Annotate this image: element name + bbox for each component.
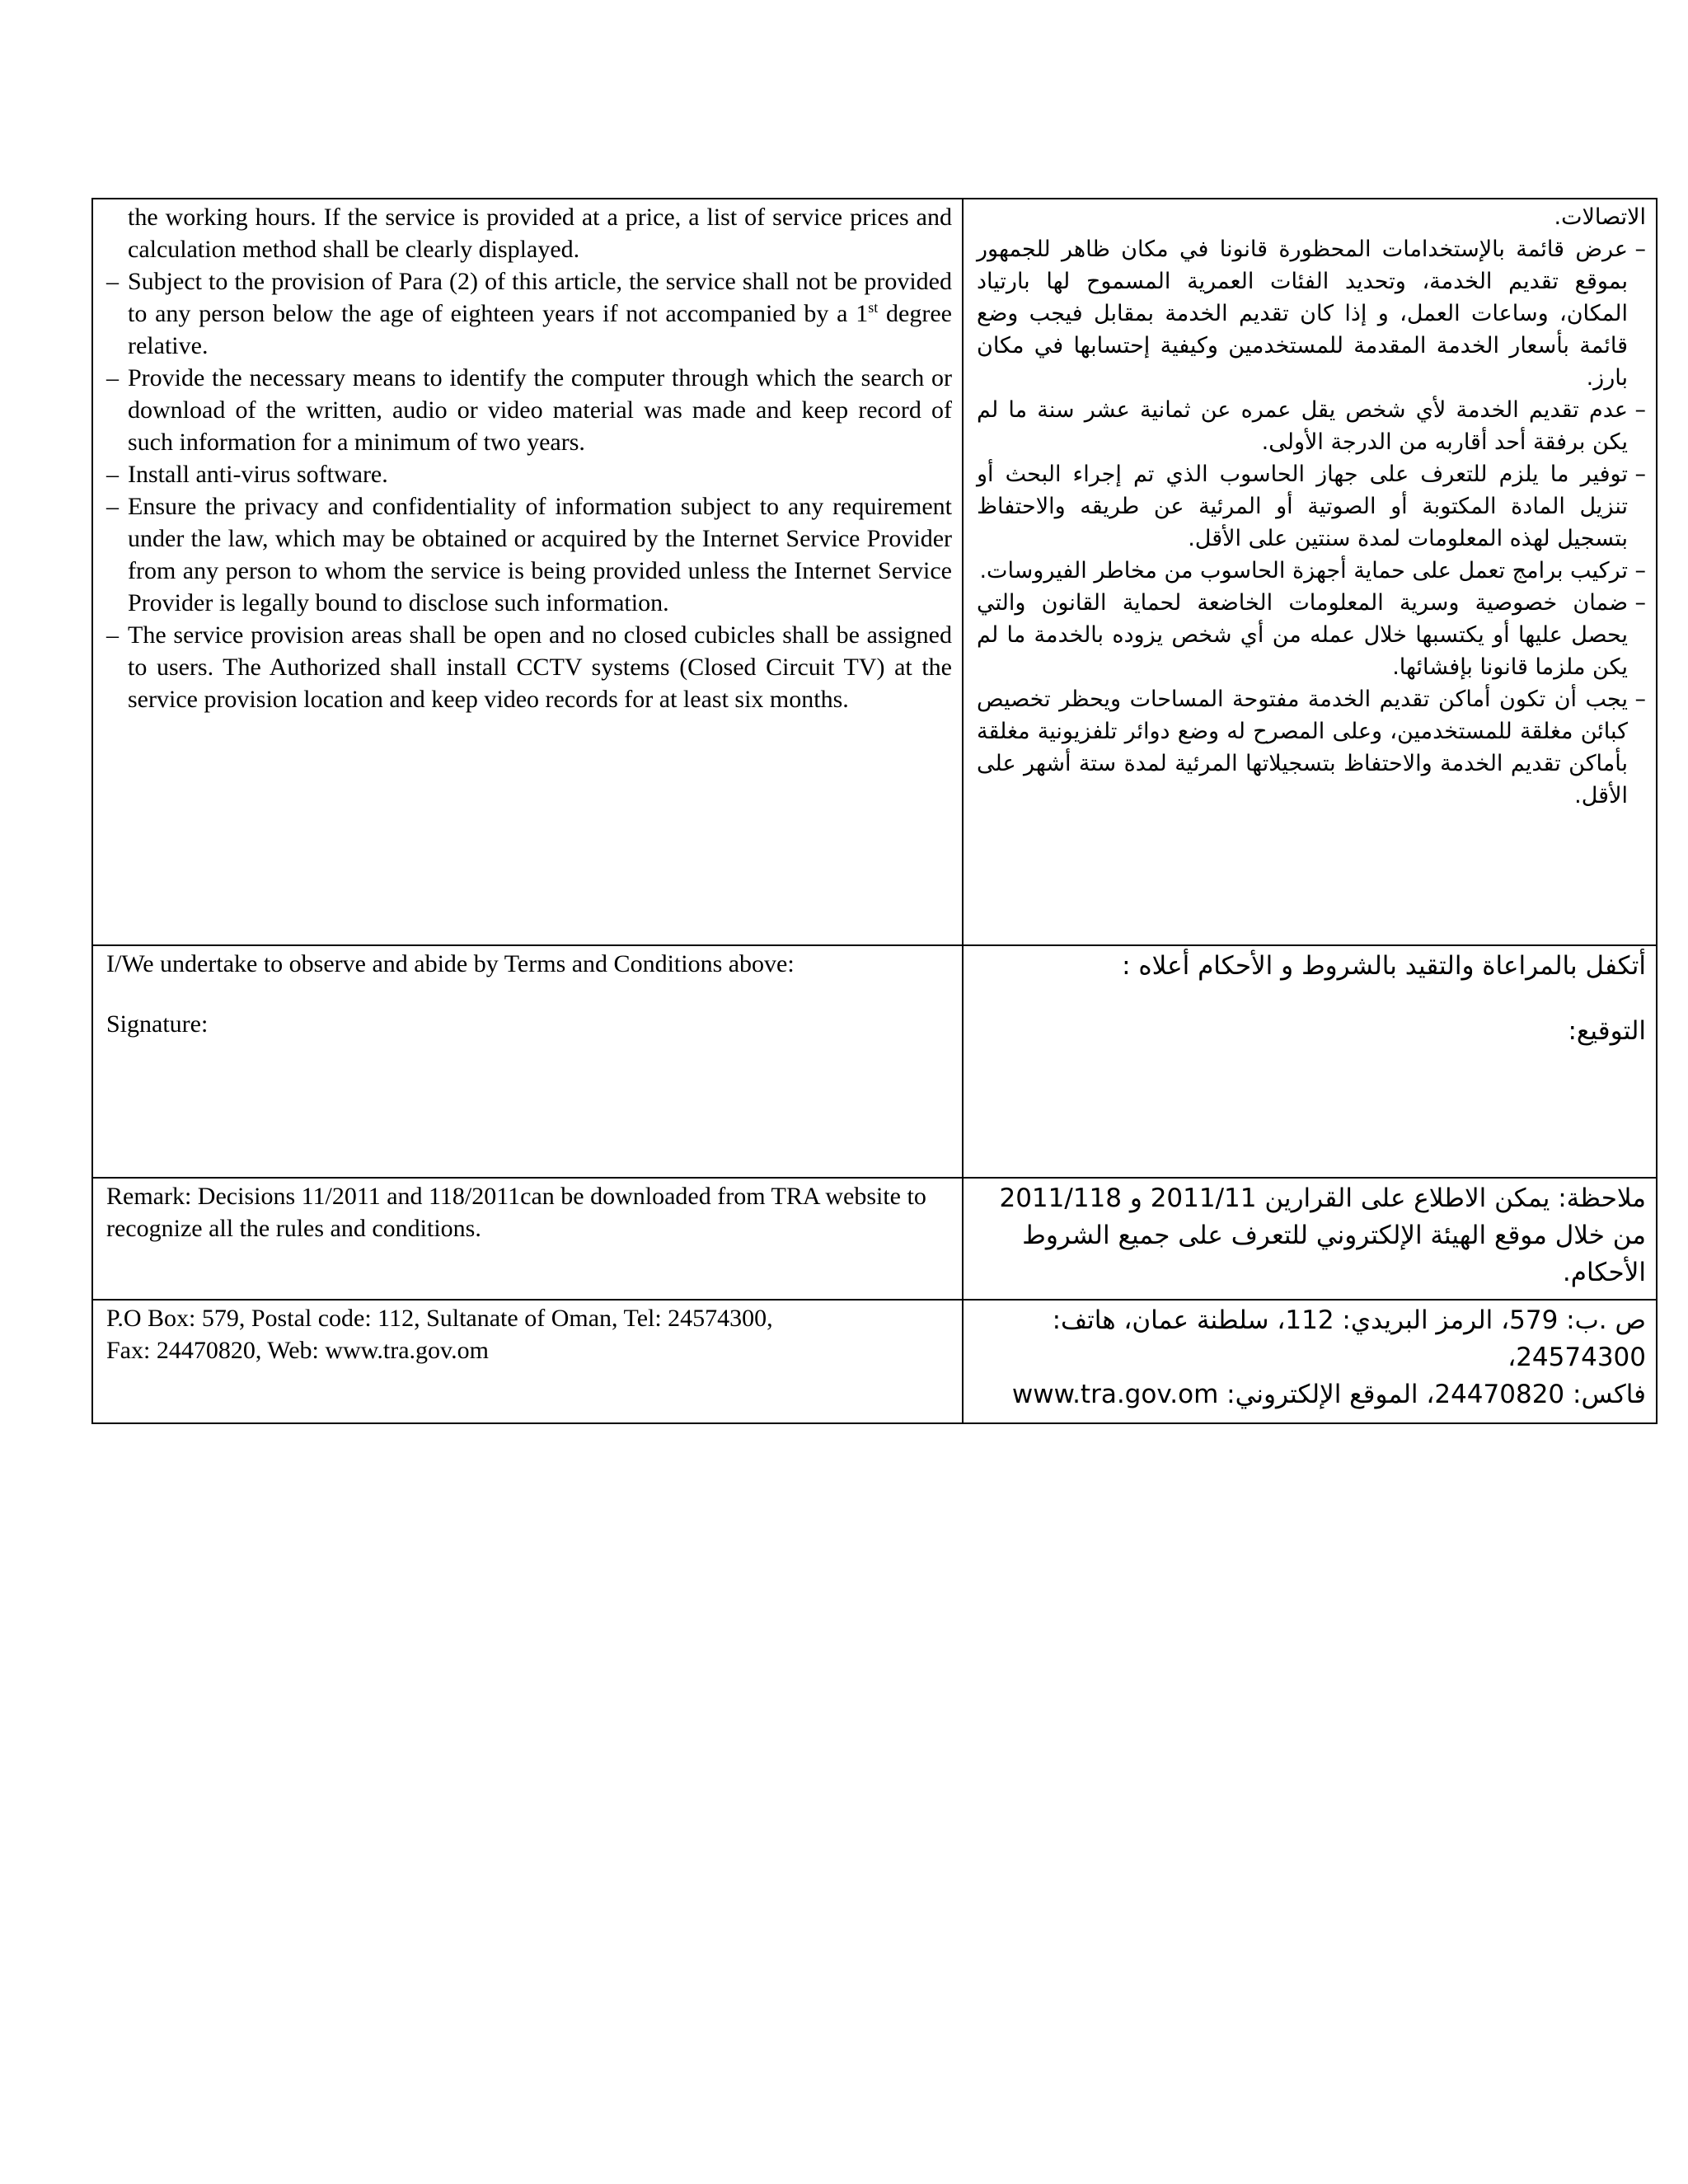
contact-row — [92, 1300, 1657, 1423]
arabic-undertaking-text: أتكفل بالمراعاة والتقيد بالشروط و الأحكام أعلاه : — [1122, 951, 1646, 981]
arabic-terms-cell — [963, 199, 1657, 945]
undertaking-text: I/We undertake to observe and abide by Terms and Conditions above: — [106, 950, 795, 977]
arabic-contact-line-1: ص .ب: 579، الرمز البريدي: 112، سلطنة عمان، هاتف: 24574300، — [1052, 1305, 1646, 1372]
english-remark-cell — [92, 1178, 963, 1300]
list-item: – Ensure the privacy and confidentiality of information subject to any requirement under the law, which may be obtained or acquired by the Internet Service Provider from any person to whom the service is being provided unless the Internet Service Provider is legally bound to disclose such information. — [106, 490, 952, 619]
english-contact-cell — [92, 1300, 963, 1423]
arabic-remark-cell — [963, 1178, 1657, 1300]
list-item: – توفير ما يلزم للتعرف على جهاز الحاسوب الذي تم إجراء البحث أو تنزيل المادة المكتوبة أو الصوتية أو المرئية عن طريقه والاحتفاظ بتسجيل لهذه المعلومات لمدة سنتين على الأقل. — [977, 458, 1646, 555]
list-item: – عرض قائمة بالإستخدامات المحظورة قانونا في مكان ظاهر للجمهور بموقع تقديم الخدمة، وتحديد الفئات العمرية المسموح لها بارتياد المكان، وساعات العمل، و إذا كان تقديم الخدمة بمقابل فيجب وضع قائمة بأسعار الخدمة المقدمة للمستخدمين وكيفية إحتسابها في مكان بارز. — [977, 233, 1646, 394]
list-item: – عدم تقديم الخدمة لأي شخص يقل عمره عن ثمانية عشر سنة ما لم يكن برفقة أحد أقاربه من الدرجة الأولى. — [977, 394, 1646, 458]
arabic-undertaking-cell — [963, 945, 1657, 1178]
contact-line-2: Fax: 24470820, Web: www.tra.gov.om — [106, 1337, 489, 1364]
arabic-contact-cell — [963, 1300, 1657, 1423]
remark-row — [92, 1178, 1657, 1300]
list-item: – يجب أن تكون أماكن تقديم الخدمة مفتوحة المساحات ويحظر تخصيص كبائن مغلقة للمستخدمين، وعلى المصرح له وضع دوائر تلفزيونية مغلقة بأماكن تقديم الخدمة والاحتفاظ بتسجيلاتها المرئية لمدة ستة أشهر على الأقل. — [977, 683, 1646, 812]
remark-text: Remark: Decisions 11/2011 and 118/2011can be downloaded from TRA website to recognize all the rules and conditions. — [106, 1183, 926, 1242]
list-item: – ضمان خصوصية وسرية المعلومات الخاضعة لحماية القانون والتي يحصل عليها أو يكتسبها خلال عمله من أي شخص يزوده بالخدمة ما لم يكن ملزما قانونا بإفشائها. — [977, 587, 1646, 683]
list-item: – Provide the necessary means to identify the computer through which the search or download of the written, audio or video material was made and keep record of such information for a minimum of two years. — [106, 362, 952, 458]
english-intro-text: the working hours. If the service is provided at a price, a list of service prices and calculation method shall be clearly displayed. — [128, 204, 952, 263]
contact-line-1: P.O Box: 579, Postal code: 112, Sultanate of Oman, Tel: 24574300, — [106, 1305, 773, 1332]
arabic-terms-list — [977, 233, 1646, 812]
terms-row — [92, 199, 1657, 945]
arabic-contact-line-2: فاكس: 24470820، الموقع الإلكتروني: www.tra.gov.om — [1011, 1380, 1646, 1409]
signature-label: Signature: — [106, 1010, 209, 1038]
list-item: – Subject to the provision of Para (2) of this article, the service shall not be provided to any person below the age of eighteen years if not accompanied by a 1st degree relative. — [106, 265, 952, 362]
terms-table — [91, 198, 1658, 1424]
arabic-signature-label: التوقيع: — [1568, 1016, 1646, 1046]
list-item: – Install anti-virus software. — [106, 458, 952, 490]
english-terms-cell — [92, 199, 963, 945]
undertaking-row — [92, 945, 1657, 1178]
list-item: – تركيب برامج تعمل على حماية أجهزة الحاسوب من مخاطر الفيروسات. — [977, 555, 1646, 587]
english-terms-list — [106, 265, 952, 715]
arabic-intro-text: الاتصالات. — [1554, 204, 1646, 230]
list-item: – The service provision areas shall be open and no closed cubicles shall be assigned to users. The Authorized shall install CCTV systems (Closed Circuit TV) at the service provision location and keep video records for at least six months. — [106, 619, 952, 715]
english-undertaking-cell — [92, 945, 963, 1178]
arabic-remark-text: ملاحظة: يمكن الاطلاع على القرارين 2011/11 و 2011/118 من خلال موقع الهيئة الإلكتروني للتعرف على جميع الشروط الأحكام. — [999, 1183, 1646, 1287]
